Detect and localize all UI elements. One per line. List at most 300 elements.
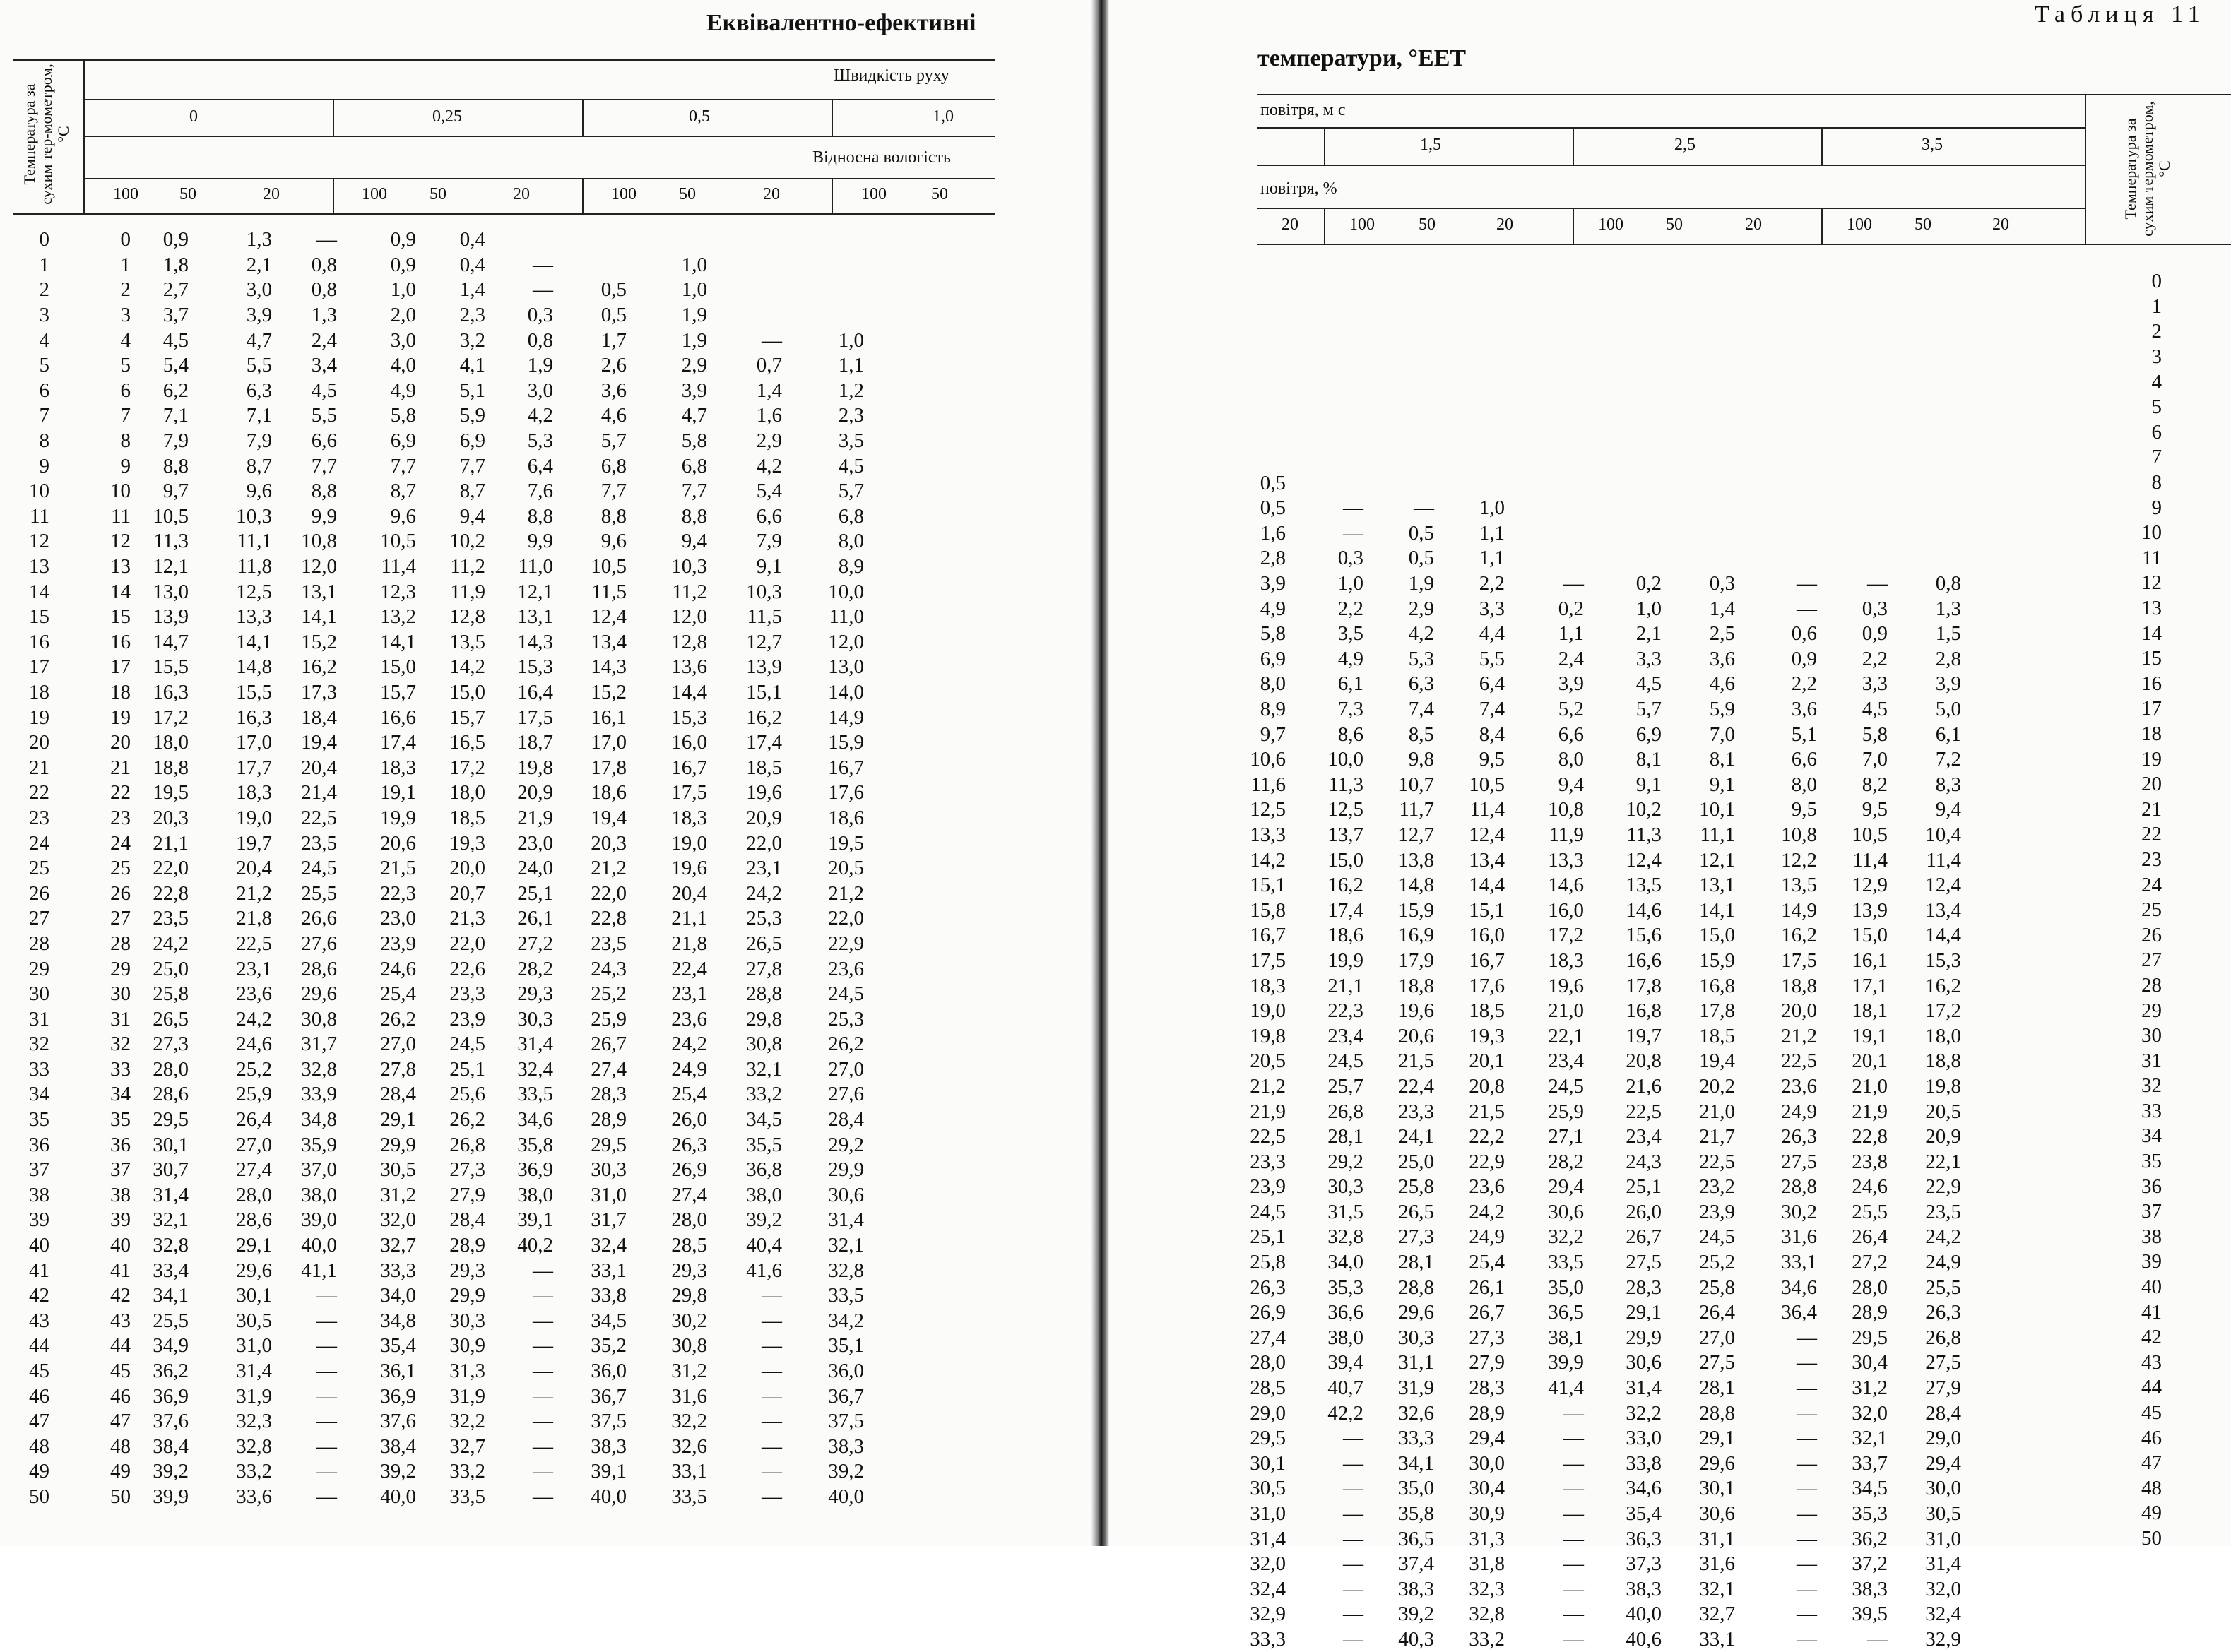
- table-cell: 24,5: [301, 857, 337, 880]
- table-cell: 9,7: [1260, 723, 1286, 746]
- table-cell: 20,6: [380, 831, 416, 855]
- table-cell: 21,7: [1699, 1125, 1735, 1148]
- table-cell: 18,1: [1852, 999, 1888, 1023]
- table-cell: [1363, 420, 1434, 446]
- table-row: [24, 1258, 49, 1283]
- table-row: [74, 1158, 864, 1183]
- table-cell: 20: [29, 731, 49, 754]
- table-cell: 16,3: [236, 706, 272, 729]
- table-cell: 30: [2141, 1024, 2162, 1047]
- table-row: [24, 956, 49, 982]
- table-cell: 25,9: [236, 1083, 272, 1106]
- table-cell: [1434, 470, 1505, 496]
- table-cell: —: [316, 1460, 337, 1483]
- table-cell: 6,4: [527, 454, 553, 477]
- table-cell: 12,7: [746, 630, 782, 653]
- table-cell: 38,3: [1626, 1577, 1662, 1600]
- table-row: [2134, 546, 2162, 571]
- table-row: [2134, 1174, 2162, 1199]
- table-cell: 30,2: [671, 1309, 707, 1332]
- table-cell: 13,4: [591, 630, 627, 653]
- table-row: [74, 831, 864, 856]
- table-row: [24, 1057, 49, 1083]
- table-cell: 17,5: [1781, 949, 1817, 972]
- table-cell: 34,5: [591, 1309, 627, 1332]
- table-cell: 22,5: [1699, 1150, 1735, 1173]
- table-cell: 34,8: [380, 1309, 416, 1332]
- table-cell: 8,8: [527, 504, 553, 528]
- table-row: [1241, 396, 1961, 421]
- table-cell: 23,5: [591, 932, 627, 955]
- table-cell: 27,5: [1626, 1251, 1662, 1274]
- table-row: [1241, 949, 1961, 974]
- table-cell: 15,6: [1626, 924, 1662, 947]
- table-cell: 2,8: [1935, 647, 1961, 670]
- table-row: [2134, 1401, 2162, 1426]
- table-cell: 36,4: [1781, 1301, 1817, 1324]
- table-row: [24, 303, 49, 328]
- table-cell: 24,2: [236, 1007, 272, 1030]
- table-cell: 10,8: [1781, 823, 1817, 846]
- table-cell: 39,1: [517, 1208, 553, 1232]
- table-cell: 23,0: [517, 831, 553, 855]
- table-cell: 40,6: [1626, 1627, 1662, 1651]
- table-row: [2134, 1048, 2162, 1074]
- table-cell: 25,3: [746, 907, 782, 930]
- table-cell: 11,8: [237, 555, 272, 578]
- table-cell: 31,1: [1398, 1351, 1434, 1374]
- table-cell: 34,5: [746, 1108, 782, 1131]
- header-rule: [333, 99, 334, 136]
- table-row: [1241, 1175, 1961, 1200]
- table-cell: —: [533, 1485, 553, 1508]
- table-cell: 21,1: [671, 907, 707, 930]
- table-cell: [1888, 420, 1961, 446]
- table-cell: 27,5: [1781, 1150, 1817, 1173]
- table-cell: [782, 253, 864, 278]
- table-cell: 2,4: [1558, 647, 1584, 670]
- table-row: [74, 680, 864, 706]
- table-row: [24, 680, 49, 706]
- table-row: [74, 856, 864, 881]
- table-cell: —: [533, 1360, 553, 1383]
- table-cell: 45: [29, 1360, 49, 1383]
- table-cell: 2,9: [681, 354, 707, 377]
- table-row: [1241, 1300, 1961, 1326]
- table-cell: 11,4: [381, 555, 416, 578]
- table-cell: —: [533, 1309, 553, 1332]
- table-cell: 21,3: [449, 907, 485, 930]
- table-cell: 31,9: [449, 1384, 485, 1408]
- table-cell: 17,6: [1469, 974, 1505, 997]
- table-cell: 36,9: [380, 1384, 416, 1408]
- table-cell: 11,0: [829, 605, 864, 629]
- table-row: [24, 1359, 49, 1384]
- table-cell: [553, 227, 627, 253]
- table-cell: 7,9: [756, 530, 782, 553]
- table-cell: [1662, 370, 1735, 396]
- table-cell: 31,0: [1250, 1502, 1286, 1526]
- table-row: [2134, 1099, 2162, 1124]
- table-row: [24, 881, 49, 906]
- table-cell: 3,4: [311, 354, 337, 377]
- table-cell: 0,2: [1558, 597, 1584, 620]
- table-cell: 33,2: [236, 1460, 272, 1483]
- table-cell: 29: [29, 957, 49, 980]
- table-cell: 17,8: [1626, 974, 1662, 997]
- table-cell: 30,1: [153, 1133, 189, 1156]
- table-cell: 14,2: [1250, 848, 1286, 872]
- table-cell: 20,4: [671, 881, 707, 905]
- table-cell: 24,9: [1469, 1225, 1505, 1249]
- table-cell: 28,1: [1699, 1377, 1735, 1400]
- table-cell: 1,4: [459, 278, 485, 302]
- table-cell: 32,0: [1852, 1401, 1888, 1425]
- humidity-value: 100: [362, 185, 387, 203]
- table-cell: 4,9: [1337, 647, 1363, 670]
- table-cell: 25,1: [1626, 1175, 1662, 1199]
- table-cell: 6,3: [1408, 672, 1434, 696]
- table-cell: 16,7: [1469, 949, 1505, 972]
- table-cell: 21,5: [380, 857, 416, 880]
- table-cell: [1735, 446, 1817, 471]
- table-cell: 21,2: [236, 881, 272, 905]
- table-cell: 40,0: [828, 1485, 864, 1508]
- table-cell: 9,4: [1558, 773, 1584, 796]
- table-cell: 41,6: [746, 1259, 782, 1282]
- humidity-value: 20: [1282, 215, 1298, 234]
- table-cell: 19,8: [1250, 1024, 1286, 1047]
- table-cell: [1286, 446, 1363, 471]
- table-cell: 5,3: [1408, 647, 1434, 670]
- table-cell: 5,1: [1791, 723, 1817, 746]
- table-row: [74, 227, 864, 253]
- table-row: [1241, 1250, 1961, 1276]
- table-cell: 34,0: [1327, 1251, 1363, 1274]
- table-cell: 38,4: [153, 1434, 189, 1458]
- table-cell: 32,4: [517, 1057, 553, 1081]
- table-cell: 16: [110, 630, 131, 653]
- table-cell: 12,7: [1398, 823, 1434, 846]
- table-cell: 28,9: [449, 1234, 485, 1257]
- table-cell: 6,6: [311, 429, 337, 453]
- table-cell: 29,5: [1852, 1326, 1888, 1349]
- table-cell: [1241, 446, 1286, 471]
- table-cell: 17,7: [236, 756, 272, 779]
- table-cell: 17,4: [380, 731, 416, 754]
- table-cell: 25,1: [449, 1057, 485, 1081]
- table-cell: —: [1797, 1401, 1817, 1425]
- table-cell: 38: [29, 1183, 49, 1206]
- table-row: [74, 1258, 864, 1283]
- table-cell: 2,2: [1479, 572, 1505, 595]
- table-cell: 40,7: [1327, 1377, 1363, 1400]
- table-cell: 30,3: [1398, 1326, 1434, 1349]
- table-cell: 49: [29, 1460, 49, 1483]
- table-cell: 10,8: [1548, 798, 1584, 821]
- table-row: [74, 806, 864, 831]
- table-cell: 1,0: [1635, 597, 1662, 620]
- table-cell: 21,2: [1250, 1074, 1286, 1098]
- table-row: [1241, 571, 1961, 597]
- table-cell: 18,0: [449, 781, 485, 804]
- table-cell: 29,3: [671, 1259, 707, 1282]
- table-cell: 11,5: [747, 605, 782, 629]
- table-cell: 44: [2141, 1376, 2162, 1399]
- table-cell: 23,9: [1250, 1175, 1286, 1199]
- table-cell: 31,2: [380, 1183, 416, 1206]
- table-cell: 30,1: [236, 1284, 272, 1307]
- table-cell: 15,3: [517, 655, 553, 679]
- table-cell: 37,6: [380, 1410, 416, 1433]
- table-cell: [1363, 446, 1434, 471]
- table-cell: 20,1: [1852, 1050, 1888, 1073]
- table-cell: 27,6: [301, 932, 337, 955]
- table-cell: 20,6: [1398, 1024, 1434, 1047]
- table-cell: 20: [110, 731, 131, 754]
- table-cell: 3,0: [390, 328, 416, 352]
- table-row: [24, 1006, 49, 1032]
- table-row: [24, 630, 49, 655]
- humidity-value: 100: [1847, 215, 1872, 234]
- table-row: [74, 1384, 864, 1409]
- table-cell: 9,4: [459, 504, 485, 528]
- table-cell: 19,8: [1925, 1074, 1961, 1098]
- table-cell: 11,3: [1328, 773, 1363, 796]
- table-cell: 39,2: [1398, 1603, 1434, 1626]
- table-cell: 21,5: [1398, 1050, 1434, 1073]
- table-cell: 30,8: [746, 1033, 782, 1056]
- table-cell: —: [1343, 521, 1363, 545]
- table-cell: 0,5: [1408, 547, 1434, 570]
- table-cell: —: [533, 1434, 553, 1458]
- table-row: [2134, 998, 2162, 1023]
- table-cell: 28,3: [1469, 1377, 1505, 1400]
- table-cell: [1662, 521, 1735, 547]
- table-cell: 20,2: [1699, 1074, 1735, 1098]
- table-cell: 35,5: [746, 1133, 782, 1156]
- table-cell: 31,0: [1925, 1527, 1961, 1550]
- table-cell: 8,2: [1862, 773, 1888, 796]
- table-cell: 33,7: [1852, 1451, 1888, 1475]
- table-cell: 9,4: [681, 530, 707, 553]
- table-cell: [1662, 470, 1735, 496]
- table-cell: 21,0: [1548, 999, 1584, 1023]
- table-cell: 10,5: [380, 530, 416, 553]
- table-cell: [1888, 396, 1961, 421]
- table-cell: —: [1563, 1627, 1584, 1651]
- table-cell: 3,3: [1862, 672, 1888, 696]
- table-cell: 22,0: [591, 881, 627, 905]
- table-cell: 37,0: [301, 1158, 337, 1182]
- table-cell: 26,4: [1852, 1225, 1888, 1249]
- table-cell: 18: [29, 680, 49, 703]
- table-cell: 6,1: [1337, 672, 1363, 696]
- table-cell: —: [1563, 1427, 1584, 1450]
- table-cell: 22,5: [236, 932, 272, 955]
- table-cell: 11,1: [1700, 823, 1735, 846]
- table-cell: 9: [39, 454, 49, 477]
- table-row: [1241, 797, 1961, 823]
- table-cell: 30,4: [1852, 1351, 1888, 1374]
- table-cell: 1,3: [1935, 597, 1961, 620]
- table-cell: 40,0: [301, 1234, 337, 1257]
- table-row: [2134, 898, 2162, 923]
- table-row: [2134, 672, 2162, 697]
- table-cell: 39: [2141, 1250, 2162, 1273]
- table-cell: 3,9: [1260, 572, 1286, 595]
- table-cell: 9: [120, 454, 131, 477]
- table-cell: 2,1: [1635, 622, 1662, 646]
- table-cell: 1,9: [681, 304, 707, 327]
- table-cell: 14,6: [1548, 874, 1584, 897]
- table-cell: 2: [2151, 320, 2162, 343]
- table-cell: 32,2: [1548, 1225, 1584, 1249]
- table-cell: 24,5: [1699, 1225, 1735, 1249]
- table-cell: 37,4: [1398, 1552, 1434, 1576]
- table-row: [2134, 1249, 2162, 1275]
- table-cell: 20,9: [517, 781, 553, 804]
- table-cell: 25: [29, 857, 49, 880]
- table-cell: 32,0: [1925, 1577, 1961, 1600]
- table-cell: 29,6: [1398, 1301, 1434, 1324]
- table-cell: 32,4: [1925, 1603, 1961, 1626]
- table-cell: 26,1: [1469, 1276, 1505, 1299]
- table-cell: 4: [39, 328, 49, 352]
- table-cell: —: [1343, 1427, 1363, 1450]
- table-cell: 26,9: [1250, 1301, 1286, 1324]
- table-cell: 39,4: [1327, 1351, 1363, 1374]
- table-row: [24, 831, 49, 856]
- table-cell: 0,3: [527, 304, 553, 327]
- table-cell: 4,2: [756, 454, 782, 477]
- table-cell: 39,9: [153, 1485, 189, 1508]
- table-cell: 25,5: [301, 881, 337, 905]
- table-cell: 32,0: [1250, 1552, 1286, 1576]
- table-cell: 34,6: [517, 1108, 553, 1131]
- table-cell: 17,5: [1250, 949, 1286, 972]
- table-row: [2134, 495, 2162, 521]
- table-row: [24, 906, 49, 932]
- table-cell: —: [1797, 1603, 1817, 1626]
- table-cell: 13,6: [671, 655, 707, 679]
- table-cell: 0,9: [1791, 647, 1817, 670]
- table-cell: 0: [2151, 270, 2162, 293]
- table-cell: 19,6: [746, 781, 782, 804]
- table-cell: 39,2: [746, 1208, 782, 1232]
- table-cell: 33,9: [301, 1083, 337, 1106]
- table-cell: 3,9: [246, 304, 272, 327]
- table-cell: 19: [2141, 747, 2162, 771]
- table-cell: 2,5: [1709, 622, 1735, 646]
- table-cell: 11,5: [591, 580, 627, 603]
- table-cell: 20,5: [1925, 1100, 1961, 1123]
- table-cell: 9,6: [390, 504, 416, 528]
- table-cell: —: [1797, 1552, 1817, 1576]
- table-cell: —: [1563, 1451, 1584, 1475]
- table-row: [24, 278, 49, 303]
- table-cell: 22,4: [671, 957, 707, 980]
- table-cell: 33,1: [591, 1259, 627, 1282]
- table-cell: 6,9: [459, 429, 485, 453]
- header-rule: [83, 59, 85, 213]
- table-cell: 10,3: [236, 504, 272, 528]
- table-cell: 29,9: [449, 1284, 485, 1307]
- table-cell: [1735, 496, 1817, 521]
- table-cell: 8,0: [1260, 672, 1286, 696]
- table-cell: 26,2: [828, 1033, 864, 1056]
- table-cell: 38: [110, 1183, 131, 1206]
- table-cell: [1817, 496, 1888, 521]
- table-cell: 9,5: [1479, 748, 1505, 771]
- table-cell: 14,8: [1398, 874, 1434, 897]
- speed-value: 2,5: [1674, 136, 1696, 154]
- table-row: [2134, 1451, 2162, 1476]
- table-cell: 8,9: [838, 555, 864, 578]
- table-cell: 5,1: [459, 379, 485, 402]
- table-cell: [1363, 370, 1434, 396]
- table-cell: 24: [110, 831, 131, 855]
- header-rule: [83, 136, 995, 137]
- table-row: [74, 755, 864, 780]
- table-cell: 9,1: [1635, 773, 1662, 796]
- table-cell: 35,2: [591, 1334, 627, 1357]
- table-cell: 13,4: [1925, 898, 1961, 922]
- table-cell: 18,0: [153, 731, 189, 754]
- table-row: [74, 379, 864, 404]
- table-cell: 43: [110, 1309, 131, 1332]
- table-cell: 1,7: [600, 328, 627, 352]
- table-cell: [553, 253, 627, 278]
- table-cell: 11: [30, 504, 49, 528]
- table-cell: 47: [2141, 1451, 2162, 1475]
- table-cell: 15,9: [1398, 898, 1434, 922]
- table-cell: 8,8: [681, 504, 707, 528]
- table-cell: 8,7: [246, 454, 272, 477]
- table-cell: 15: [110, 605, 131, 629]
- table-cell: 38,0: [1327, 1326, 1363, 1349]
- table-cell: 20,3: [591, 831, 627, 855]
- table-row: [1241, 1200, 1961, 1225]
- table-cell: —: [533, 1410, 553, 1433]
- table-cell: 32,4: [1250, 1577, 1286, 1600]
- table-cell: 27,6: [828, 1083, 864, 1106]
- header-rule: [1573, 208, 1574, 244]
- table-cell: —: [1797, 597, 1817, 620]
- table-cell: [1735, 396, 1817, 421]
- table-row: [1241, 647, 1961, 672]
- table-cell: 27,8: [746, 957, 782, 980]
- table-row: [1241, 672, 1961, 697]
- table-cell: 27: [110, 907, 131, 930]
- table-cell: 27: [2141, 949, 2162, 972]
- table-cell: 32,9: [1250, 1603, 1286, 1626]
- table-cell: 32,6: [1398, 1401, 1434, 1425]
- table-cell: 27,3: [449, 1158, 485, 1182]
- table-cell: 8,7: [459, 480, 485, 503]
- table-row: [1241, 1627, 1961, 1652]
- table-cell: 3,9: [681, 379, 707, 402]
- table-cell: [1584, 396, 1662, 421]
- table-cell: 26: [2141, 923, 2162, 946]
- table-cell: 4,6: [600, 404, 627, 427]
- table-cell: 3,3: [1635, 647, 1662, 670]
- table-row: [1241, 1049, 1961, 1074]
- table-cell: 25,1: [517, 881, 553, 905]
- table-cell: 2: [39, 278, 49, 302]
- table-row: [24, 403, 49, 429]
- table-cell: 39,2: [153, 1460, 189, 1483]
